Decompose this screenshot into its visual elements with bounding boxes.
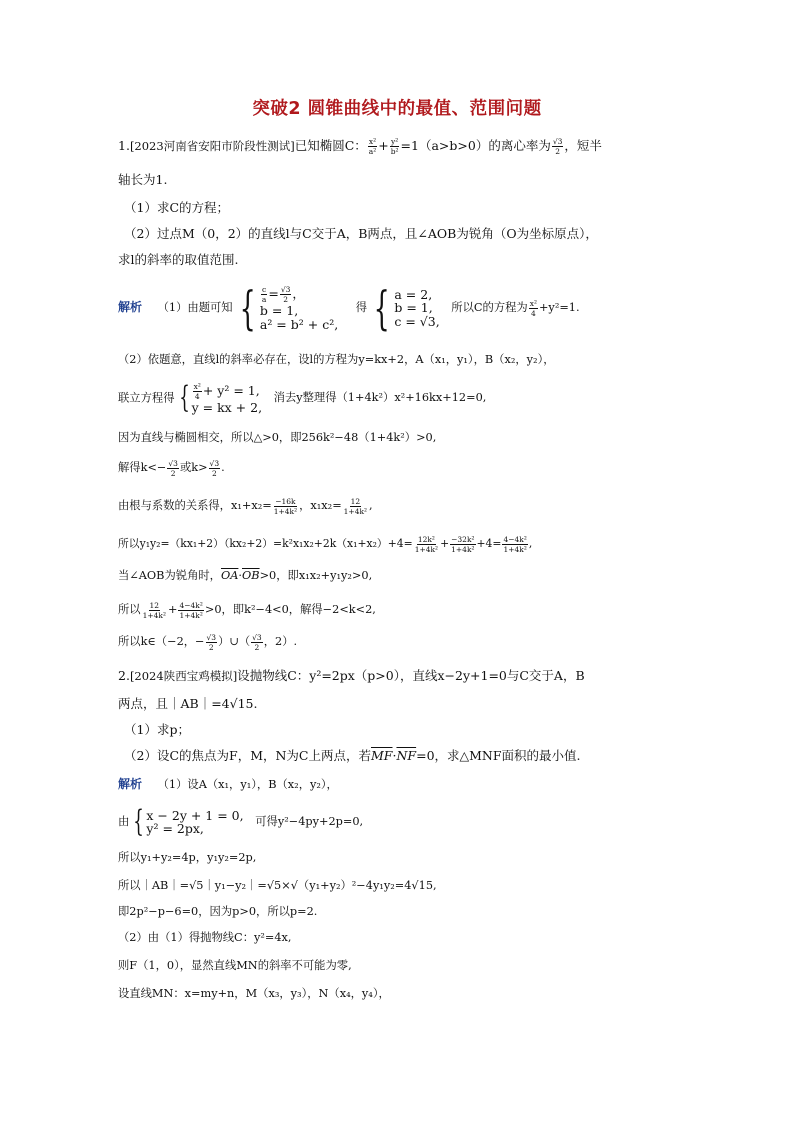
problem-2-line2: 两点，且｜AB｜=4√15. <box>118 696 258 711</box>
question-1: （1）求C的方程； <box>124 200 230 215</box>
problem-source: [2023河南省安阳市阶段性测试] <box>129 139 295 153</box>
equation-system: { a = 2, b = 1, c = √3, <box>373 281 440 335</box>
problem-1-statement: 1.[2023河南省安阳市阶段性测试]已知椭圆C： $\frac{\text{x²}}{\text{a²}}$ + $\frac{\text{y²}}{\text{b²}}$ =1（a>b>0）的离心率为 $\frac{√3}{2}$ ，短半 <box>118 137 602 156</box>
solution-2-line: 由 { x − 2y + 1 = 0, y² = 2px, 可得y²−4py+2p=0, <box>118 804 364 839</box>
solution-1-line: 所以y₁y₂=（kx₁+2）（kx₂+2）=k²x₁x₂+2k（x₁+x₂）+4= $\frac{\text{12k²}}{\text{1+4k²}}$ + $\frac{\text{−32k²}}{\text{1+4k²}}$ +4= $\frac{\text{4−4k²}}{\text{1+4k²}}$ , <box>118 534 533 554</box>
solution-2-line: 解析 （1）设A（x₁，y₁），B（x₂，y₂）， <box>118 777 338 791</box>
problem-1-line2: 轴长为1. <box>118 172 168 187</box>
solution-1-line: 解得k<− $\frac{√3}{2}$ 或k> $\frac{√3}{2}$ . <box>118 458 225 478</box>
solution-1-line: 所以 $\frac{12}{\text{1+4k²}}$ + $\frac{\text{4−4k²}}{\text{1+4k²}}$ >0，即k²−4<0，解得−2<k<2, <box>118 600 376 620</box>
solution-1-line: 由根与系数的关系得，x₁+x₂= $\frac{-16k}{\text{1+4k²}}$ ，x₁x₂= $\frac{12}{\text{1+4k²}}$ , <box>118 496 373 516</box>
question-2: （2）过点M（0，2）的直线l与C交于A，B两点，且∠AOB为锐角（O为坐标原点）， <box>124 226 598 241</box>
problem-2-statement: 2.[2024陕西宝鸡模拟]设抛物线C：y²=2px（p>0），直线x−2y+1=0与C交于A，B <box>118 668 585 683</box>
solution-2-line: 则F（1，0），显然直线MN的斜率不可能为零, <box>118 959 352 972</box>
solution-label: 解析 <box>118 300 143 314</box>
solution-1-line: 因为直线与椭圆相交，所以△>0，即256k²−48（1+4k²）>0, <box>118 431 437 444</box>
page-title: 突破2 圆锥曲线中的最值、范围问题 <box>252 99 542 119</box>
solution-1-line: 联立方程得 { $\frac{\text{x²}}{4}$ + y² = 1, y = kx + 2, 消去y整理得（1+4k²）x²+16kx+12=0, <box>118 380 487 416</box>
solution-1-answer: 所以k∈（−2，− $\frac{√3}{2}$ ）∪（ $\frac{√3}{2}$ ，2）. <box>118 632 298 652</box>
problem-number: 1. <box>118 138 130 153</box>
solution-1-line: （2）依题意，直线l的斜率必存在，设l的方程为y=kx+2，A（x₁，y₁），B（x₂，y₂）， <box>118 353 555 366</box>
solution-2-line: （2）由（1）得抛物线C：y²=4x, <box>118 931 292 944</box>
equation-system: { $\frac{c}{a}$ = $\frac{√3}{2}$ ， b = 1, a² = b² + c², <box>239 281 339 335</box>
question-2-cont: 求l的斜率的取值范围. <box>118 252 239 267</box>
solution-1-part1: 解析 （1）由题可知 { $\frac{c}{a}$ = $\frac{√3}{2}$ ， b = 1, a² = b² + c², 得 { a = 2, b = 1, c = √3, 所以C的方程为 $\frac{\text{x²}}{4}$ +y²=1. <box>118 281 580 335</box>
question-1: （1）求p； <box>124 722 190 737</box>
solution-2-line: 所以｜AB｜=√5｜y₁−y₂｜=√5×√（y₁+y₂）²−4y₁y₂=4√15, <box>118 879 437 892</box>
solution-label: 解析 <box>118 777 143 791</box>
solution-2-line: 即2p²−p−6=0，因为p>0，所以p=2. <box>118 905 318 918</box>
solution-1-line: 当∠AOB为锐角时，$\overline{OA}\cdot\overline{OB}>0$，即x₁x₂+y₁y₂>0, <box>118 569 373 582</box>
question-2: （2）设C的焦点为F，M，N为C上两点，若$\overline{MF}\cdot\overline{NF}=0$，求△MNF面积的最小值. <box>124 748 581 763</box>
problem-number: 2. <box>118 668 130 683</box>
problem-source: [2024陕西宝鸡模拟] <box>129 669 238 683</box>
solution-2-line: 所以y₁+y₂=4p，y₁y₂=2p, <box>118 851 257 864</box>
solution-2-line: 设直线MN：x=my+n，M（x₃，y₃），N（x₄，y₄）， <box>118 987 390 1000</box>
